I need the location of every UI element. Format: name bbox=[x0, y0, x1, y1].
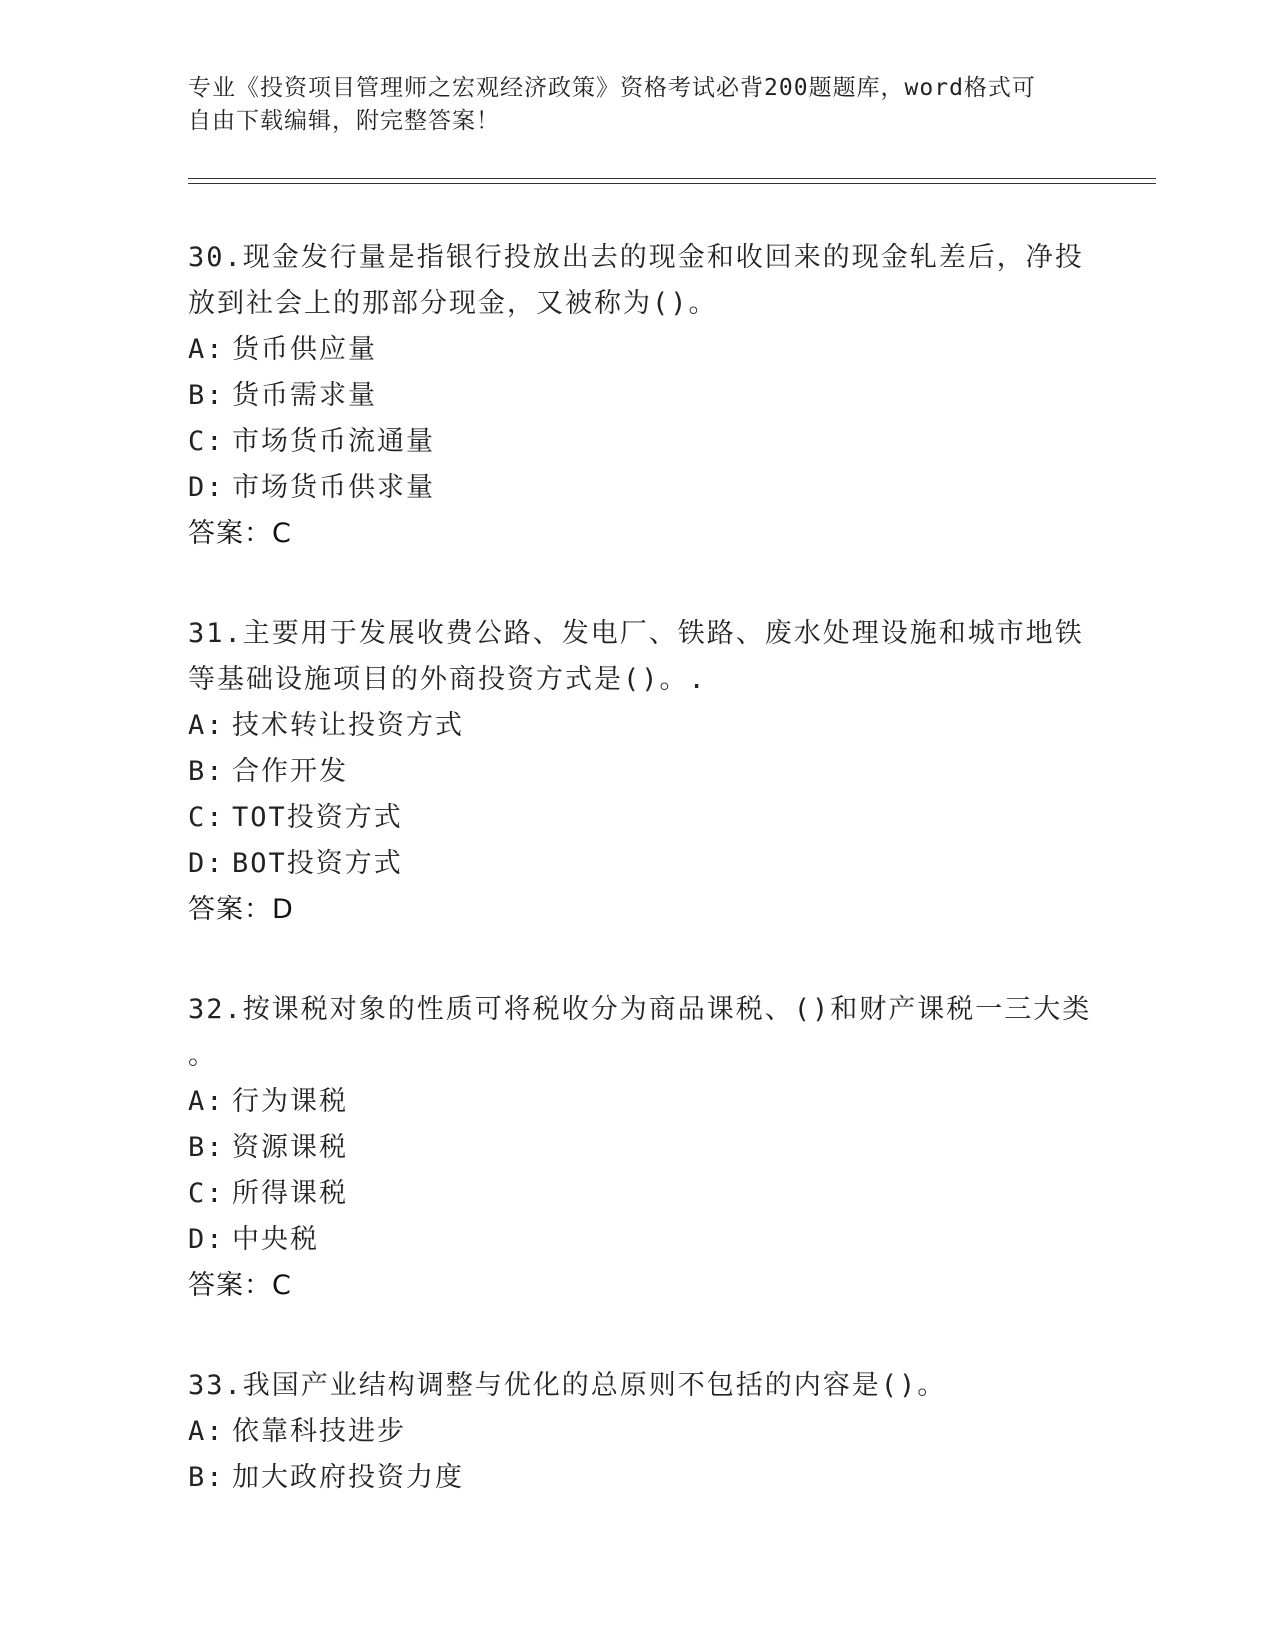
answer-key: 答案：D bbox=[188, 894, 294, 925]
question-item bbox=[188, 1363, 1088, 1501]
option-letter: A: bbox=[188, 710, 225, 741]
header-divider-top bbox=[188, 178, 1156, 179]
question-stem bbox=[188, 1363, 1088, 1409]
answer-option bbox=[188, 703, 1088, 749]
answer-option bbox=[188, 327, 1088, 373]
answer-option bbox=[188, 1409, 1088, 1455]
answer-key: 答案：C bbox=[188, 518, 292, 549]
option-letter: B: bbox=[188, 756, 225, 787]
question-stem-line: 33.我国产业结构调整与优化的总原则不包括的内容是()。 bbox=[188, 1370, 947, 1401]
question-stem bbox=[188, 987, 1092, 1079]
header-line-1: 专业《投资项目管理师之宏观经济政策》资格考试必背200题题库，word格式可 bbox=[188, 75, 1036, 101]
question-stem-line: 。 bbox=[188, 1040, 217, 1071]
option-text: 依靠科技进步 bbox=[232, 1416, 406, 1447]
option-letter: C: bbox=[188, 426, 225, 457]
answer-option bbox=[188, 1079, 1088, 1125]
answer-option bbox=[188, 373, 1088, 419]
option-text: BOT投资方式 bbox=[232, 848, 403, 879]
question-stem-line: 31.主要用于发展收费公路、发电厂、铁路、废水处理设施和城市地铁 bbox=[188, 618, 1084, 649]
option-text: 加大政府投资力度 bbox=[232, 1462, 464, 1493]
option-text: 技术转让投资方式 bbox=[232, 710, 464, 741]
option-text: TOT投资方式 bbox=[232, 802, 403, 833]
option-text: 资源课税 bbox=[232, 1132, 348, 1163]
answer-option bbox=[188, 465, 1088, 511]
question-list bbox=[188, 235, 1092, 1555]
answer-key: 答案：C bbox=[188, 1270, 292, 1301]
answer-option bbox=[188, 841, 1088, 887]
option-text: 中央税 bbox=[232, 1224, 319, 1255]
option-letter: A: bbox=[188, 1416, 225, 1447]
option-text: 所得课税 bbox=[232, 1178, 348, 1209]
answer-option bbox=[188, 1217, 1088, 1263]
option-text: 市场货币供求量 bbox=[232, 472, 435, 503]
document-header bbox=[188, 72, 1068, 138]
option-letter: A: bbox=[188, 334, 225, 365]
answer-option bbox=[188, 1171, 1088, 1217]
option-text: 市场货币流通量 bbox=[232, 426, 435, 457]
option-letter: B: bbox=[188, 1132, 225, 1163]
answer-option bbox=[188, 1125, 1088, 1171]
question-stem-line: 等基础设施项目的外商投资方式是()。. bbox=[188, 664, 707, 695]
answer-option bbox=[188, 795, 1088, 841]
option-text: 货币需求量 bbox=[232, 380, 377, 411]
question-stem-line: 30.现金发行量是指银行投放出去的现金和收回来的现金轧差后，净投 bbox=[188, 242, 1084, 273]
question-item bbox=[188, 235, 1088, 557]
question-stem bbox=[188, 235, 1088, 327]
answer-option bbox=[188, 419, 1088, 465]
option-letter: C: bbox=[188, 1178, 225, 1209]
option-letter: B: bbox=[188, 1462, 225, 1493]
answer-option bbox=[188, 1455, 1088, 1501]
question-stem bbox=[188, 611, 1088, 703]
option-letter: D: bbox=[188, 472, 225, 503]
question-stem-line: 放到社会上的那部分现金，又被称为()。 bbox=[188, 288, 718, 319]
header-divider-bottom bbox=[188, 183, 1156, 184]
option-letter: D: bbox=[188, 848, 225, 879]
answer-option bbox=[188, 749, 1088, 795]
option-letter: B: bbox=[188, 380, 225, 411]
option-letter: C: bbox=[188, 802, 225, 833]
option-text: 合作开发 bbox=[232, 756, 348, 787]
option-text: 行为课税 bbox=[232, 1086, 348, 1117]
option-text: 货币供应量 bbox=[232, 334, 377, 365]
option-letter: A: bbox=[188, 1086, 225, 1117]
question-item bbox=[188, 987, 1092, 1309]
header-line-2: 自由下载编辑，附完整答案！ bbox=[188, 108, 500, 134]
question-stem-line: 32.按课税对象的性质可将税收分为商品课税、()和财产课税一三大类 bbox=[188, 994, 1092, 1025]
question-item bbox=[188, 611, 1088, 933]
option-letter: D: bbox=[188, 1224, 225, 1255]
